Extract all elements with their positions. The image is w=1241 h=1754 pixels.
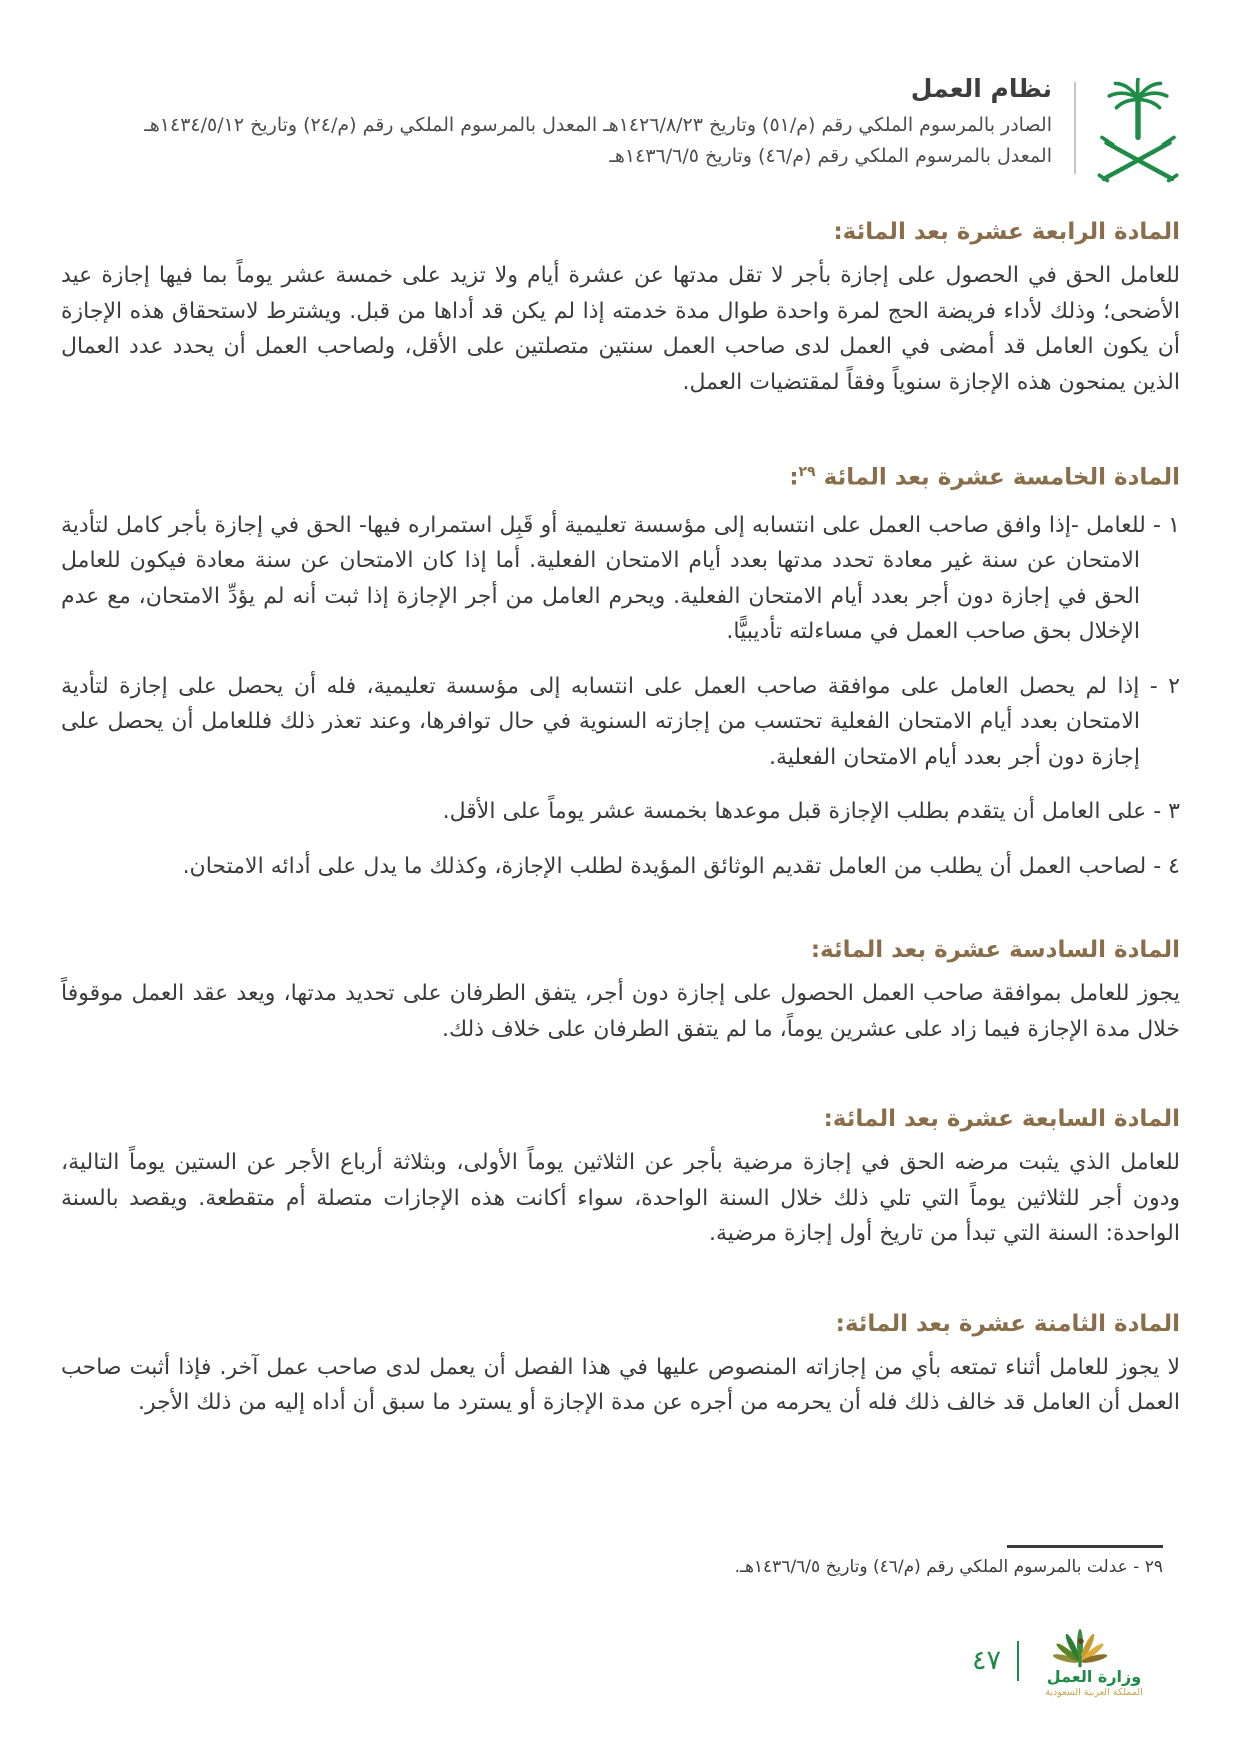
ministry-subtitle: المملكة العربية السعودية: [1045, 1687, 1143, 1698]
article-114-heading: المادة الرابعة عشرة بعد المائة:: [833, 219, 1180, 245]
document-subtitle-line2: المعدل بالمرسوم الملكي رقم (م/٤٦) وتاريخ ١٤٣٦/٦/٥هـ: [609, 145, 1052, 167]
footnote-rule: [1007, 1545, 1163, 1548]
header-divider: [1074, 82, 1076, 174]
list-item-number: ٢ -: [1139, 673, 1180, 699]
footer-divider-bar: [1017, 1641, 1019, 1681]
article-115-heading: [61, 456, 1180, 494]
document-subtitle-line1: الصادر بالمرسوم الملكي رقم (م/٥١) وتاريخ ١٤٢٦/٨/٢٣هـ المعدل بالمرسوم الملكي رقم (م/٢٤) وتاريخ ١٤٣٤/٥/١٢هـ: [144, 114, 1052, 136]
list-item: [61, 508, 1180, 650]
article-114-paragraph: للعامل الحق في الحصول على إجازة بأجر لا تقل مدتها عن عشرة أيام ولا تزيد على خمسة عشر يوماً بما فيها إجازة عيد الأضحى؛ وذلك لأداء فريضة الحج لمرة واحدة طوال مدة خدمته إذا لم يكن قد أداها من قبل. ويشترط لاستحقاق هذه الإجازة أن يكون العامل قد أمضى في العمل لدى صاحب العمل سنتين متصلتين على الأقل، ولصاحب العمل أن يحدد عدد العمال الذين يمنحون هذه الإجازة سنوياً وفقاً لمقتضيات العمل.: [61, 263, 1180, 395]
list-item-number: ٤ -: [1146, 853, 1180, 879]
list-item: [61, 849, 1180, 885]
footnote-reference-29: ٢٩: [798, 464, 816, 480]
ministry-name: وزارة العمل: [1046, 1667, 1142, 1686]
saudi-emblem-icon: [1096, 78, 1180, 186]
list-item-text: إذا لم يحصل العامل على موافقة صاحب العمل على انتسابه إلى مؤسسة تعليمية، فله أن يحصل على إجازة لتأدية الامتحان بعدد أيام الامتحان الفعلية تحتسب من إجازته السنوية في حال توافرها، وعند تعذر ذلك فللعامل أن يحصل على إجازة دون أجر بعدد أيام الامتحان الفعلية.: [61, 673, 1140, 770]
footnote-block: [61, 1545, 1163, 1579]
document-footer: [972, 1622, 1153, 1699]
ministry-of-labor-logo: [1035, 1622, 1153, 1699]
article-115-heading-text: المادة الخامسة عشرة بعد المائة: [815, 464, 1180, 491]
list-item-text: لصاحب العمل أن يطلب من العامل تقديم الوثائق المؤيدة لطلب الإجازة، وكذلك ما يدل على أدائه الامتحان.: [182, 853, 1147, 879]
ministry-palm-icon: [1048, 1622, 1112, 1670]
list-item: [61, 669, 1180, 776]
article-115-heading-colon: :: [789, 464, 799, 491]
article-117-paragraph: للعامل الذي يثبت مرضه الحق في إجازة مرضية بأجر عن الثلاثين يوماً الأولى، وبثلاثة أرباع الأجر عن الستين يوماً التالية، ودون أجر للثلاثين يوماً التي تلي ذلك خلال السنة الواحدة، سواء أكانت هذه الإجازات متصلة أم متقطعة. ويقصد بالسنة الواحدة: السنة التي تبدأ من تاريخ أول إجازة مرضية.: [61, 1150, 1180, 1247]
document-body: [0, 216, 1241, 1421]
article-116-heading: المادة السادسة عشرة بعد المائة:: [810, 937, 1180, 964]
list-item-number: ٣ -: [1146, 799, 1180, 825]
list-item-text: للعامل -إذا وافق صاحب العمل على انتسابه إلى مؤسسة تعليمية أو قَبِل استمراره فيها- الحق في إجازة بأجر كامل لتأدية الامتحان عن سنة غير معادة تحدد مدتها بعدد أيام الامتحان الفعلية. أما إذا كان الامتحان عن سنة معادة فيكون للعامل الحق في إجازة دون أجر بعدد أيام الامتحان الفعلية. ويحرم العامل من أجر الإجازة إذا ثبت أنه لم يؤدِّ الامتحان، مع عدم الإخلال بحق صاحب العمل في مساءلته تأديبيًّا.: [61, 512, 1146, 645]
article-118-paragraph: لا يجوز للعامل أثناء تمتعه بأي من إجازاته المنصوص عليها في هذا الفصل أن يعمل لدى صاحب عمل آخر. فإذا أثبت صاحب العمل أن العامل قد خالف ذلك فله أن يحرمه من أجره عن مدة الإجازة أو يسترد ما سبق أن أداه إليه من ذلك الأجر.: [61, 1354, 1180, 1416]
article-118-heading: المادة الثامنة عشرة بعد المائة:: [835, 1310, 1180, 1337]
header-text-block: [144, 72, 1052, 172]
list-item-text: على العامل أن يتقدم بطلب الإجازة قبل موعدها بخمسة عشر يوماً على الأقل.: [442, 799, 1147, 825]
list-item-number: ١ -: [1145, 512, 1180, 538]
document-title: نظام العمل: [910, 74, 1052, 103]
article-115-section: [61, 456, 1180, 884]
list-item: [61, 794, 1180, 830]
footnote-text: ٢٩ - عدلت بالمرسوم الملكي رقم (م/٤٦) وتاريخ ١٤٣٦/٦/٥هـ.: [734, 1557, 1163, 1577]
article-118-section: [61, 1308, 1180, 1421]
article-116-section: [61, 934, 1180, 1047]
document-header: [0, 0, 1241, 186]
article-117-heading: المادة السابعة عشرة بعد المائة:: [823, 1106, 1180, 1133]
article-117-section: [61, 1103, 1180, 1252]
article-114-section: [61, 216, 1180, 400]
page-number: ٤٧: [971, 1644, 1001, 1676]
article-116-paragraph: يجوز للعامل بموافقة صاحب العمل الحصول على إجازة دون أجر، يتفق الطرفان على تحديد مدتها، ويعد عقد العمل موقوفاً خلال مدة الإجازة فيما زاد على عشرين يوماً، ما لم يتفق الطرفان على خلاف ذلك.: [61, 981, 1180, 1042]
